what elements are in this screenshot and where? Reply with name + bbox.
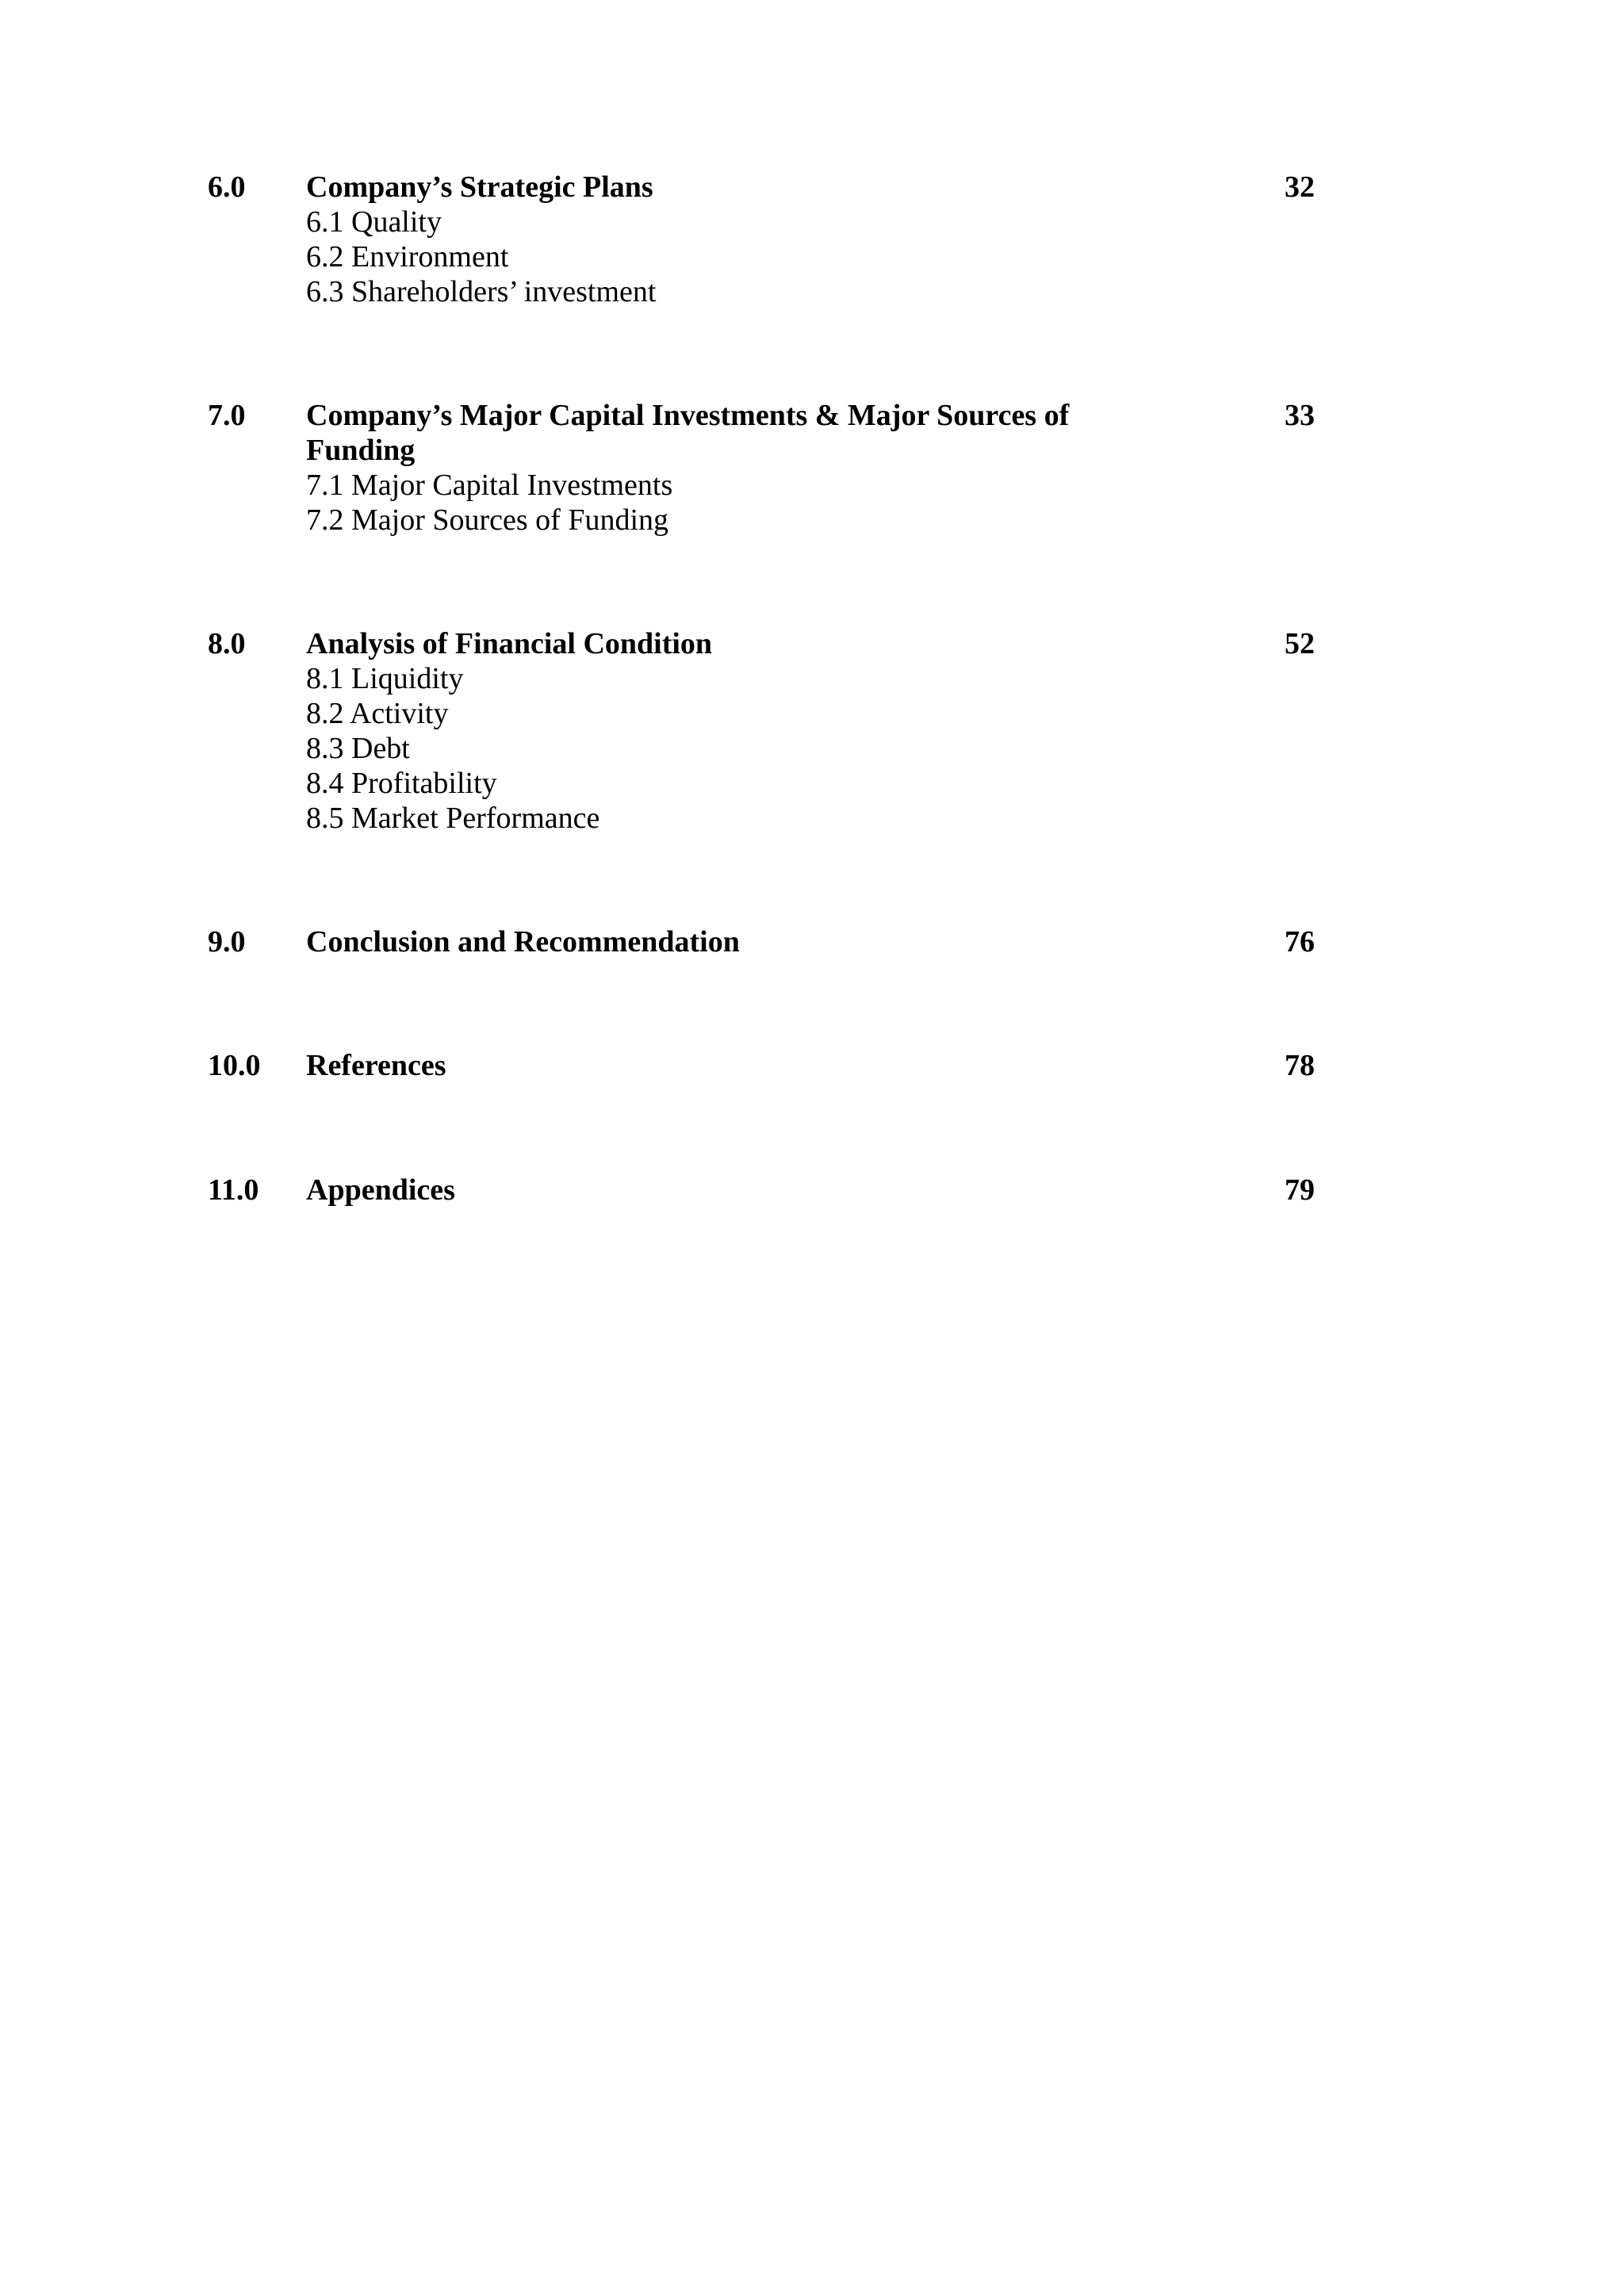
toc-subentry: 8.1 Liquidity [306, 662, 464, 695]
toc-subentry: 7.1 Major Capital Investments [306, 469, 673, 502]
toc-entry-body [306, 924, 1147, 959]
toc-entry-number: 6.0 [208, 170, 246, 204]
toc-entry-page: 79 [1285, 1173, 1315, 1207]
toc-entry-title: Company’s Major Capital Investments & Major Sources of Funding [306, 399, 1070, 467]
toc-subentry: 6.3 Shareholders’ investment [306, 275, 657, 308]
toc-entry-body [306, 1048, 1147, 1083]
toc-subentry: 8.4 Profitability [306, 767, 497, 800]
toc-entry-page: 76 [1285, 925, 1315, 959]
toc-entry-title: Company’s Strategic Plans [306, 170, 653, 204]
toc-entry-body [306, 170, 1147, 309]
toc-entry-number: 9.0 [208, 925, 246, 959]
toc-entry-title: Appendices [306, 1173, 455, 1207]
toc-subentry: 8.2 Activity [306, 697, 449, 730]
toc-entry-title: References [306, 1049, 446, 1082]
toc-entry-body [306, 1173, 1147, 1207]
toc-subentry: 6.2 Environment [306, 240, 509, 274]
toc-subentry: 8.5 Market Performance [306, 802, 600, 835]
toc-entry-number: 10.0 [208, 1049, 261, 1082]
toc-entry-page: 33 [1285, 399, 1315, 432]
toc-subentry: 7.2 Major Sources of Funding [306, 503, 669, 537]
toc-entry-page: 52 [1285, 627, 1315, 660]
toc-entry-body [306, 626, 1147, 836]
toc-entry-number: 11.0 [208, 1173, 259, 1207]
toc-entry-title: Conclusion and Recommendation [306, 925, 740, 959]
toc-entry-body [306, 398, 1115, 538]
toc-subentry: 8.3 Debt [306, 732, 410, 765]
toc-entry-page: 32 [1285, 170, 1315, 204]
toc-entry-number: 8.0 [208, 627, 246, 660]
toc-entry-number: 7.0 [208, 399, 246, 432]
toc-entry-title: Analysis of Financial Condition [306, 627, 713, 660]
toc-subentry: 6.1 Quality [306, 205, 442, 239]
toc-entry-page: 78 [1285, 1049, 1315, 1082]
